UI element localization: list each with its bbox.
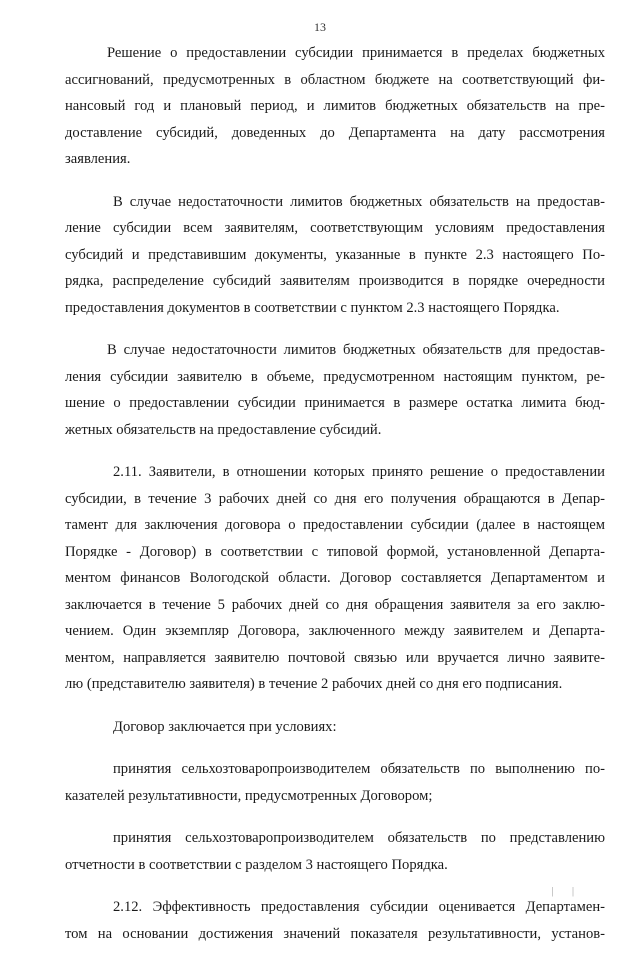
text-line: 2.12. Эффективность предоставления субсидии оценивается Департамен- [113, 899, 605, 915]
text-line: субсидии, в течение 3 рабочих дней со дня его получения обращаются в Депар- [65, 490, 605, 507]
text-line: предоставления документов в соответствии с пунктом 2.3 настоящего Порядка. [65, 299, 560, 316]
paragraph-contract-conditions [65, 714, 605, 741]
paragraph-insufficient-limits-applicant [65, 337, 605, 443]
text-line: том на основании достижения значений показателя результативности, установ- [65, 925, 605, 942]
text-line: Решение о предоставлении субсидии принимается в пределах бюджетных [107, 45, 605, 61]
text-line: Порядке - Договор) в соответствии с типовой формой, установленной Департа- [65, 543, 605, 560]
text-line: шение о предоставлении субсидии принимается в размере остатка лимита бюд- [65, 395, 605, 411]
text-line: жетных обязательств на предоставление субсидий. [65, 421, 382, 438]
text-line: ментом финансов Вологодской области. Договор составляется Департаментом и [65, 570, 605, 586]
text-line: доставление субсидий, доведенных до Департамента на дату рассмотрения [65, 124, 605, 141]
scan-marks: | | [551, 886, 582, 897]
page-number: 13 [314, 20, 326, 34]
text-line: принятия сельхозтоваропроизводителем обязательств по представлению [113, 830, 605, 846]
document-body [65, 40, 605, 963]
paragraph-2-11 [65, 459, 605, 698]
paragraph-condition-reporting [65, 825, 605, 878]
text-line: нансовый год и плановый период, и лимитов бюджетных обязательств на пре- [65, 98, 605, 114]
text-line: 2.11. Заявители, в отношении которых принято решение о предоставлении [113, 464, 605, 480]
text-line: тамент для заключения договора о предоставлении субсидии (далее в настоящем [65, 517, 605, 533]
paragraph-condition-indicators [65, 756, 605, 809]
text-line: В случае недостаточности лимитов бюджетных обязательств для предостав- [107, 342, 605, 358]
text-line: чением. Один экземпляр Договора, заключенного между заявителем и Департа- [65, 623, 605, 639]
text-line: казателей результативности, предусмотренных Договором; [65, 787, 433, 804]
text-line: лю (представителю заявителя) в течение 2 рабочих дней со дня его подписания. [65, 676, 563, 692]
text-line: ление субсидии всем заявителям, соответствующим условиям предоставления [65, 220, 605, 236]
text-line: заключается в течение 5 рабочих дней со дня обращения заявителя за его заклю- [65, 596, 605, 613]
text-line: ассигнований, предусмотренных в областном бюджете на соответствующий фи- [65, 71, 605, 88]
text-line: ления субсидии заявителю в объеме, предусмотренном настоящим пунктом, ре- [65, 368, 605, 385]
text-line: рядка, распределение субсидий заявителям производится в порядке очередности [65, 273, 605, 289]
text-line: принятия сельхозтоваропроизводителем обязательств по выполнению по- [113, 761, 605, 777]
text-line: отчетности в соответствии с разделом 3 настоящего Порядка. [65, 856, 448, 873]
text-line: заявления. [65, 151, 131, 167]
paragraph-budget-decision [65, 40, 605, 173]
text-line: В случае недостаточности лимитов бюджетных обязательств на предостав- [113, 193, 605, 210]
paragraph-insufficient-limits-all [65, 189, 605, 322]
text-line: субсидий и представившим документы, указанные в пункте 2.3 настоящего По- [65, 246, 605, 263]
text-line: ментом, направляется заявителю почтовой связью или вручается лично заявите- [65, 649, 605, 666]
text-line: Договор заключается при условиях: [113, 718, 337, 735]
paragraph-2-12 [65, 894, 605, 947]
